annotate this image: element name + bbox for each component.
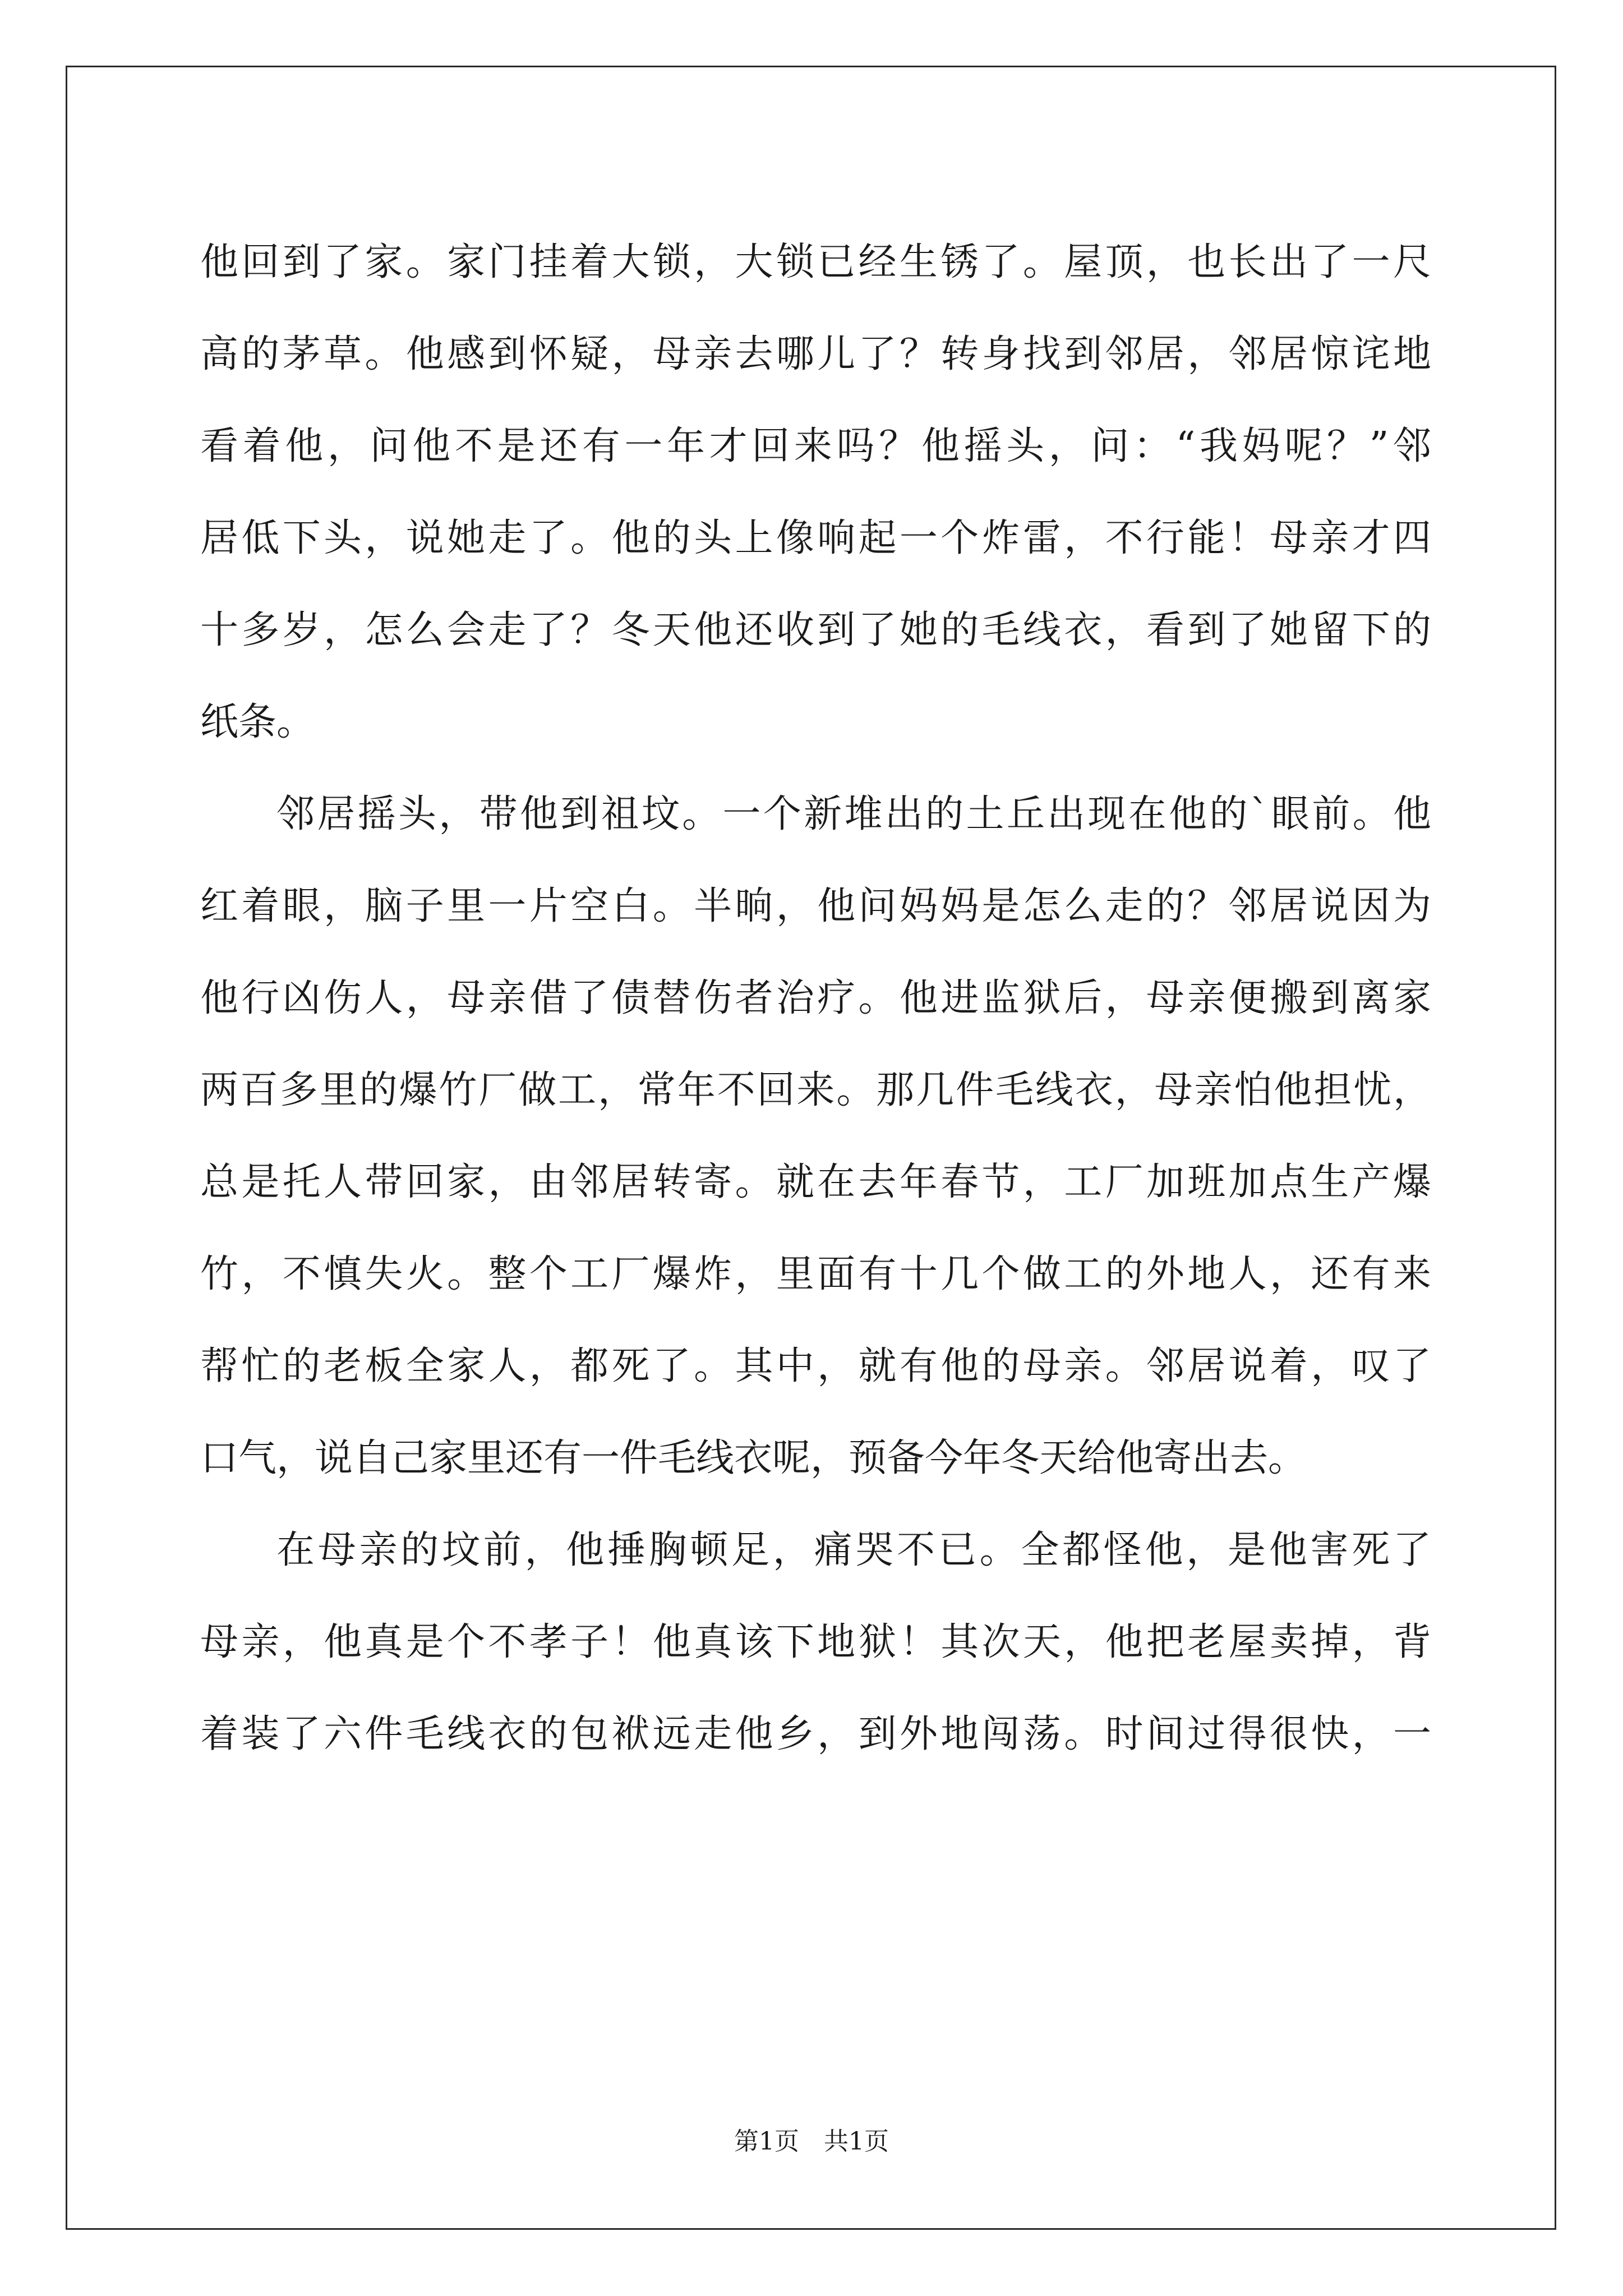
paragraph-first-line: 邻居摇头，带他到祖坟。一个新堆出的土丘出现在他的`眼前。他 — [276, 792, 1431, 836]
text-line: 他行凶伤人，母亲借了债替伤者治疗。他进监狱后，母亲便搬到离家 — [200, 976, 1431, 1020]
text-line: 帮忙的老板全家人，都死了。其中，就有他的母亲。邻居说着，叹了 — [200, 1344, 1431, 1388]
text-line: 竹，不慎失火。整个工厂爆炸，里面有十几个做工的外地人，还有来 — [200, 1252, 1431, 1296]
page-footer — [0, 2125, 1623, 2159]
text-line: 着装了六件毛线衣的包袱远走他乡，到外地闯荡。时间过得很快，一 — [200, 1712, 1431, 1756]
paragraph-first-line: 在母亲的坟前，他捶胸顿足，痛哭不已。全都怪他，是他害死了 — [276, 1528, 1431, 1572]
text-line: 口气，说自己家里还有一件毛线衣呢，预备今年冬天给他寄出去。 — [200, 1436, 1307, 1480]
text-line: 母亲，他真是个不孝子！他真该下地狱！其次天，他把老屋卖掉，背 — [200, 1620, 1431, 1664]
text-line: 看着他，问他不是还有一年才回来吗？他摇头，问：“我妈呢？”邻 — [200, 424, 1431, 468]
text-line: 总是托人带回家，由邻居转寄。就在去年春节，工厂加班加点生产爆 — [200, 1160, 1431, 1204]
page-total: 共1页 — [824, 2127, 889, 2156]
text-line: 他回到了家。家门挂着大锁，大锁已经生锈了。屋顶，也长出了一尺 — [200, 240, 1431, 284]
document-body — [200, 217, 1431, 1780]
text-line: 十多岁，怎么会走了？冬天他还收到了她的毛线衣，看到了她留下的 — [200, 608, 1431, 652]
text-line: 高的茅草。他感到怀疑，母亲去哪儿了？转身找到邻居，邻居惊诧地 — [200, 332, 1431, 376]
text-line: 纸条。 — [200, 700, 315, 744]
page-number: 第1页 — [734, 2127, 799, 2156]
text-line: 居低下头，说她走了。他的头上像响起一个炸雷，不行能！母亲才四 — [200, 516, 1431, 560]
text-line: 红着眼，脑子里一片空白。半晌，他问妈妈是怎么走的？邻居说因为 — [200, 884, 1431, 928]
text-line: 两百多里的爆竹厂做工，常年不回来。那几件毛线衣，母亲怕他担忧， — [200, 1068, 1431, 1112]
